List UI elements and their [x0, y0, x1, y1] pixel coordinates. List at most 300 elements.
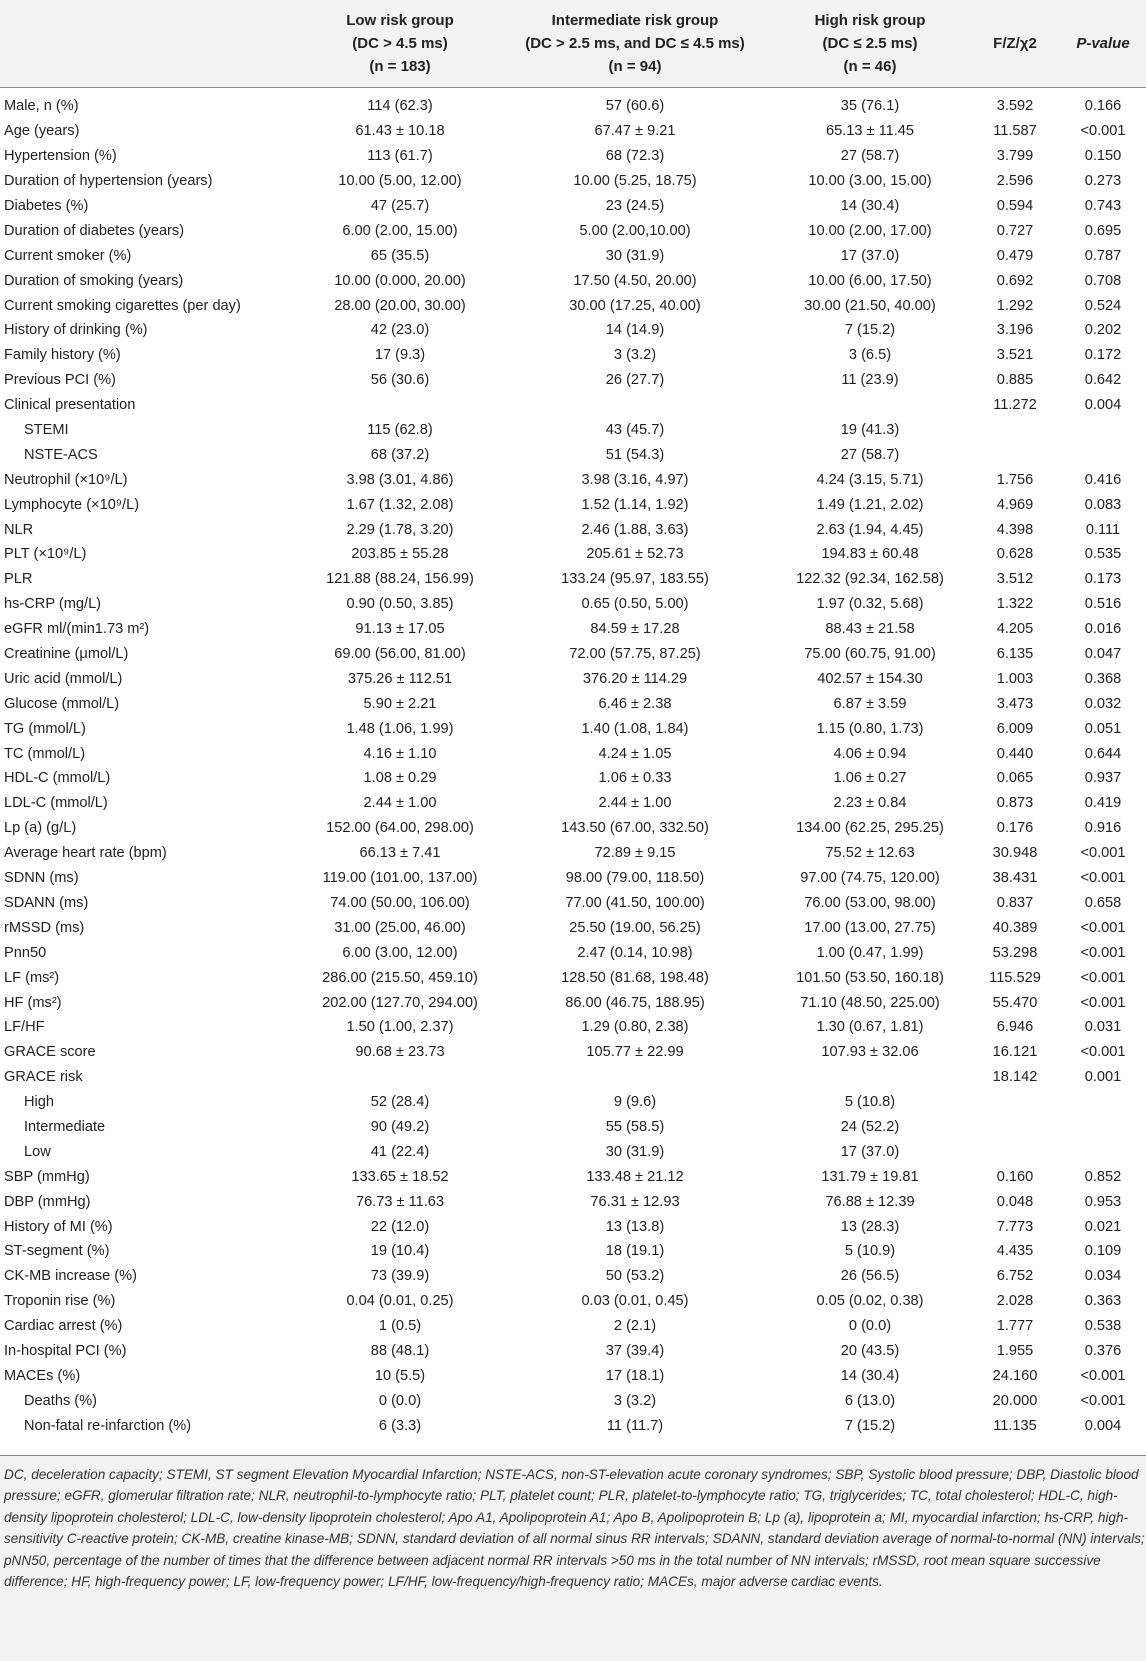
statistic-value: 3.799	[996, 148, 1034, 165]
row-label: Creatinine (μmol/L)	[4, 646, 129, 663]
high-risk-value: 76.00 (53.00, 98.00)	[804, 894, 936, 911]
high-risk-value: 1.00 (0.47, 1.99)	[816, 944, 924, 961]
intermediate-risk-value: 133.24 (95.97, 183.55)	[561, 571, 709, 588]
low-risk-value: 65 (35.5)	[370, 247, 430, 264]
statistic-value: 53.298	[992, 944, 1038, 961]
intermediate-risk-value: 14 (14.9)	[605, 322, 665, 339]
low-risk-value: 5.90 ± 2.21	[363, 695, 437, 712]
statistic-value: 20.000	[992, 1392, 1038, 1409]
table-row	[0, 617, 1146, 642]
statistic-value: 0.692	[996, 272, 1034, 289]
low-risk-value: 0 (0.0)	[378, 1392, 422, 1409]
row-label: Average heart rate (bpm)	[4, 845, 167, 862]
low-risk-value: 90 (49.2)	[370, 1118, 430, 1135]
high-risk-value: 65.13 ± 11.45	[825, 123, 915, 140]
row-label: In-hospital PCI (%)	[4, 1342, 127, 1359]
row-label: Low	[24, 1143, 51, 1160]
intermediate-risk-value: 205.61 ± 52.73	[586, 546, 684, 563]
table-row	[0, 517, 1146, 542]
table-row	[0, 965, 1146, 990]
low-risk-value: 286.00 (215.50, 459.10)	[322, 969, 478, 986]
high-risk-value: 131.79 ± 19.81	[821, 1168, 919, 1185]
table-row	[0, 915, 1146, 940]
statistic-value: 115.529	[989, 969, 1041, 986]
table-row	[0, 1090, 1146, 1115]
statistic-value: 11.587	[993, 123, 1037, 140]
statistic-value: 11.272	[993, 397, 1037, 414]
low-risk-value: 91.13 ± 17.05	[355, 621, 445, 638]
table-row	[0, 1189, 1146, 1214]
header-high-risk	[770, 0, 970, 88]
high-risk-value: 4.24 (3.15, 5.71)	[816, 471, 924, 488]
table-row	[0, 467, 1146, 492]
table-row	[0, 741, 1146, 766]
statistic-value: 6.752	[996, 1268, 1034, 1285]
table-row	[0, 1289, 1146, 1314]
statistic-value: 0.065	[996, 770, 1034, 787]
intermediate-risk-value: 1.29 (0.80, 2.38)	[581, 1019, 689, 1036]
table-row	[0, 841, 1146, 866]
table-row	[0, 144, 1146, 169]
high-risk-value: 1.49 (1.21, 2.02)	[816, 496, 924, 513]
p-value: 0.051	[1084, 720, 1122, 737]
statistic-value	[970, 418, 1060, 443]
low-risk-value: 119.00 (101.00, 137.00)	[322, 870, 478, 887]
statistic-value: 0.048	[996, 1193, 1034, 1210]
table-row	[0, 1214, 1146, 1239]
low-risk-value: 152.00 (64.00, 298.00)	[326, 820, 474, 837]
intermediate-risk-value: 13 (13.8)	[605, 1218, 665, 1235]
row-label: Troponin rise (%)	[4, 1293, 116, 1310]
p-value: 0.047	[1084, 646, 1122, 663]
low-risk-value: 68 (37.2)	[370, 446, 430, 463]
statistic-value: 16.121	[992, 1044, 1038, 1061]
low-risk-value: 4.16 ± 1.10	[363, 745, 437, 762]
table-row	[0, 169, 1146, 194]
low-risk-value: 66.13 ± 7.41	[359, 845, 441, 862]
row-label: hs-CRP (mg/L)	[4, 596, 102, 613]
statistic-value: 0.594	[996, 198, 1034, 214]
statistic-value: 11.135	[993, 1417, 1037, 1434]
p-value	[1060, 1090, 1146, 1115]
high-risk-value: 17 (37.0)	[840, 247, 900, 264]
p-value: <0.001	[1080, 870, 1126, 887]
p-value: 0.368	[1084, 670, 1122, 687]
p-value: 0.004	[1084, 1417, 1122, 1434]
header-high-criteria: (DC ≤ 2.5 ms)	[822, 35, 918, 52]
intermediate-risk-value: 25.50 (19.00, 56.25)	[569, 919, 701, 936]
intermediate-risk-value: 30 (31.9)	[605, 247, 665, 264]
low-risk-value: 88 (48.1)	[370, 1342, 430, 1359]
table-row	[0, 1339, 1146, 1364]
high-risk-value: 10.00 (2.00, 17.00)	[808, 222, 932, 239]
row-label: Hypertension (%)	[4, 148, 117, 165]
header-statistic: F/Z/χ2	[993, 35, 1037, 52]
statistic-value: 38.431	[992, 870, 1038, 887]
high-risk-value: 30.00 (21.50, 40.00)	[804, 297, 936, 314]
header-low-n: (n = 183)	[369, 58, 431, 75]
low-risk-value: 113 (61.7)	[367, 148, 433, 165]
p-value: 0.419	[1084, 795, 1122, 812]
table-row	[0, 816, 1146, 841]
row-label: TG (mmol/L)	[4, 720, 86, 737]
header-low-title: Low risk group	[346, 12, 454, 29]
low-risk-value: 115 (62.8)	[367, 422, 433, 439]
row-label: SDNN (ms)	[4, 870, 79, 887]
intermediate-risk-value: 57 (60.6)	[605, 98, 665, 115]
high-risk-value: 35 (76.1)	[840, 98, 900, 115]
row-label: Family history (%)	[4, 347, 121, 364]
low-risk-value: 10.00 (0.000, 20.00)	[334, 272, 466, 289]
statistic-value: 1.003	[996, 670, 1034, 687]
intermediate-risk-value: 376.20 ± 114.29	[582, 670, 688, 687]
statistic-value: 7.773	[996, 1218, 1034, 1235]
intermediate-risk-value: 50 (53.2)	[605, 1268, 665, 1285]
high-risk-value	[770, 1065, 970, 1090]
p-value: 0.852	[1084, 1168, 1122, 1185]
row-label: rMSSD (ms)	[4, 919, 85, 936]
p-value: 0.273	[1084, 173, 1122, 190]
high-risk-value: 2.63 (1.94, 4.45)	[816, 521, 924, 538]
low-risk-value: 203.85 ± 55.28	[351, 546, 449, 563]
p-value: <0.001	[1080, 1392, 1126, 1409]
intermediate-risk-value: 17.50 (4.50, 20.00)	[573, 272, 697, 289]
table-row	[0, 1115, 1146, 1140]
header-low-risk	[300, 0, 500, 88]
low-risk-value: 6.00 (3.00, 12.00)	[342, 944, 458, 961]
table-row	[0, 243, 1146, 268]
high-risk-value: 20 (43.5)	[840, 1342, 900, 1359]
p-value: 0.416	[1084, 471, 1122, 488]
high-risk-value: 107.93 ± 32.06	[821, 1044, 919, 1061]
table-row	[0, 990, 1146, 1015]
table-row	[0, 293, 1146, 318]
row-label: LF/HF	[4, 1019, 45, 1036]
table-row	[0, 393, 1146, 418]
low-risk-value: 6.00 (2.00, 15.00)	[342, 222, 458, 239]
high-risk-value: 2.23 ± 0.84	[833, 795, 907, 812]
table-row	[0, 492, 1146, 517]
statistic-value: 2.596	[996, 173, 1034, 190]
p-value	[1060, 1115, 1146, 1140]
p-value: 0.743	[1084, 198, 1122, 214]
high-risk-value: 3 (6.5)	[848, 347, 892, 364]
statistic-value: 0.440	[996, 745, 1034, 762]
row-label: PLR	[4, 571, 33, 588]
p-value: 0.658	[1084, 894, 1122, 911]
statistic-value: 3.473	[996, 695, 1034, 712]
intermediate-risk-value: 30 (31.9)	[605, 1143, 665, 1160]
row-label: Current smoker (%)	[4, 247, 132, 264]
table-row	[0, 691, 1146, 716]
row-label: PLT (×10⁹/L)	[4, 546, 87, 563]
row-label: Male, n (%)	[4, 98, 79, 115]
table-row	[0, 716, 1146, 741]
header-high-n: (n = 46)	[843, 58, 897, 75]
table-row	[0, 368, 1146, 393]
p-value: <0.001	[1080, 845, 1126, 862]
high-risk-value: 134.00 (62.25, 295.25)	[796, 820, 944, 837]
high-risk-value: 1.15 (0.80, 1.73)	[816, 720, 924, 737]
row-label: Lp (a) (g/L)	[4, 820, 77, 837]
low-risk-value: 10 (5.5)	[374, 1367, 426, 1384]
p-value: 0.150	[1084, 148, 1122, 165]
p-value: 0.083	[1084, 496, 1122, 513]
header-intermediate-title: Intermediate risk group	[551, 12, 719, 29]
p-value: 0.173	[1084, 571, 1122, 588]
header-high-title: High risk group	[814, 12, 926, 29]
high-risk-value: 4.06 ± 0.94	[833, 745, 907, 762]
p-value: <0.001	[1080, 1367, 1126, 1384]
row-label: Lymphocyte (×10⁹/L)	[4, 496, 140, 513]
high-risk-value: 17.00 (13.00, 27.75)	[804, 919, 936, 936]
statistic-value: 1.756	[996, 471, 1034, 488]
statistic-value: 4.969	[996, 496, 1034, 513]
table-row	[0, 766, 1146, 791]
p-value: <0.001	[1080, 919, 1126, 936]
table-row	[0, 1139, 1146, 1164]
row-label: LF (ms²)	[4, 969, 60, 986]
statistic-value: 6.946	[996, 1019, 1034, 1036]
statistic-value: 0.160	[996, 1168, 1034, 1185]
p-value: <0.001	[1080, 994, 1126, 1011]
intermediate-risk-value: 72.89 ± 9.15	[594, 845, 676, 862]
row-label: Intermediate	[24, 1118, 106, 1135]
table-row	[0, 1314, 1146, 1339]
statistic-value: 1.322	[996, 596, 1034, 613]
p-value: 0.004	[1084, 397, 1122, 414]
low-risk-value: 69.00 (56.00, 81.00)	[334, 646, 466, 663]
intermediate-risk-value: 0.03 (0.01, 0.45)	[581, 1293, 689, 1310]
statistic-value: 1.777	[996, 1318, 1034, 1335]
intermediate-risk-value: 68 (72.3)	[605, 148, 665, 165]
table-row	[0, 1264, 1146, 1289]
p-value: <0.001	[1080, 944, 1126, 961]
table-row	[0, 567, 1146, 592]
high-risk-value: 0.05 (0.02, 0.38)	[816, 1293, 924, 1310]
p-value: 0.953	[1084, 1193, 1122, 1210]
table-row	[0, 542, 1146, 567]
table-row	[0, 866, 1146, 891]
p-value: 0.708	[1084, 272, 1122, 289]
high-risk-value: 1.06 ± 0.27	[833, 770, 907, 787]
table-row	[0, 194, 1146, 219]
table-row	[0, 1413, 1146, 1438]
table-header	[0, 0, 1146, 88]
high-risk-value: 6.87 ± 3.59	[833, 695, 907, 712]
low-risk-value: 6 (3.3)	[378, 1417, 422, 1434]
p-value: 0.202	[1084, 322, 1122, 339]
row-label: STEMI	[24, 422, 69, 439]
table-row	[0, 318, 1146, 343]
high-risk-value: 7 (15.2)	[844, 322, 896, 339]
row-label: ST-segment (%)	[4, 1243, 110, 1260]
table-row	[0, 791, 1146, 816]
intermediate-risk-value: 2.47 (0.14, 10.98)	[577, 944, 693, 961]
header-low-criteria: (DC > 4.5 ms)	[352, 35, 448, 52]
row-label: DBP (mmHg)	[4, 1193, 91, 1210]
p-value: 0.787	[1084, 247, 1122, 264]
row-label: History of MI (%)	[4, 1218, 113, 1235]
p-value: 0.535	[1084, 546, 1122, 563]
intermediate-risk-value: 105.77 ± 22.99	[586, 1044, 684, 1061]
table-body	[0, 88, 1146, 1438]
statistic-value	[970, 1115, 1060, 1140]
p-value	[1060, 418, 1146, 443]
intermediate-risk-value: 10.00 (5.25, 18.75)	[573, 173, 697, 190]
statistic-value: 3.512	[996, 571, 1034, 588]
high-risk-value: 6 (13.0)	[844, 1392, 896, 1409]
table-row	[0, 891, 1146, 916]
statistic-value: 0.727	[996, 222, 1034, 239]
p-value	[1060, 442, 1146, 467]
row-label: eGFR ml/(min1.73 m²)	[4, 621, 150, 638]
high-risk-value: 24 (52.2)	[840, 1118, 900, 1135]
low-risk-value: 31.00 (25.00, 46.00)	[334, 919, 466, 936]
high-risk-value: 5 (10.8)	[844, 1094, 896, 1111]
high-risk-value: 27 (58.7)	[840, 446, 900, 463]
p-value: 0.916	[1084, 820, 1122, 837]
row-label: SDANN (ms)	[4, 894, 89, 911]
table-row	[0, 268, 1146, 293]
intermediate-risk-value: 4.24 ± 1.05	[598, 745, 672, 762]
low-risk-value: 42 (23.0)	[370, 322, 430, 339]
row-label: HF (ms²)	[4, 994, 62, 1011]
p-value: 0.644	[1084, 745, 1122, 762]
row-label: Current smoking cigarettes (per day)	[4, 297, 241, 314]
high-risk-value: 5 (10.9)	[844, 1243, 896, 1260]
low-risk-value: 17 (9.3)	[374, 347, 426, 364]
table-row	[0, 666, 1146, 691]
high-risk-value	[770, 393, 970, 418]
table-row	[0, 1363, 1146, 1388]
high-risk-value: 101.50 (53.50, 160.18)	[796, 969, 944, 986]
intermediate-risk-value: 86.00 (46.75, 188.95)	[565, 994, 705, 1011]
row-label: Cardiac arrest (%)	[4, 1318, 123, 1335]
row-label: Diabetes (%)	[4, 198, 89, 214]
statistic-value: 3.592	[996, 98, 1034, 115]
low-risk-value: 52 (28.4)	[370, 1094, 430, 1111]
low-risk-value: 61.43 ± 10.18	[355, 123, 445, 140]
intermediate-risk-value: 5.00 (2.00,10.00)	[579, 222, 691, 239]
intermediate-risk-value: 1.52 (1.14, 1.92)	[581, 496, 689, 513]
row-label: Pnn50	[4, 944, 47, 961]
low-risk-value: 202.00 (127.70, 294.00)	[322, 994, 478, 1011]
high-risk-value: 1.30 (0.67, 1.81)	[816, 1019, 924, 1036]
high-risk-value: 71.10 (48.50, 225.00)	[800, 994, 940, 1011]
table-row	[0, 1015, 1146, 1040]
low-risk-value: 1 (0.5)	[378, 1318, 422, 1335]
p-value: 0.538	[1084, 1318, 1122, 1335]
table-row	[0, 1164, 1146, 1189]
low-risk-value: 3.98 (3.01, 4.86)	[346, 471, 454, 488]
high-risk-value: 14 (30.4)	[840, 198, 900, 214]
p-value: 0.516	[1084, 596, 1122, 613]
intermediate-risk-value: 26 (27.7)	[605, 372, 665, 389]
low-risk-value: 76.73 ± 11.63	[355, 1193, 445, 1210]
low-risk-value: 28.00 (20.00, 30.00)	[334, 297, 466, 314]
intermediate-risk-value: 67.47 ± 9.21	[594, 123, 676, 140]
row-label: Uric acid (mmol/L)	[4, 670, 123, 687]
header-intermediate-criteria: (DC > 2.5 ms, and DC ≤ 4.5 ms)	[525, 35, 745, 52]
statistic-value: 18.142	[992, 1069, 1038, 1086]
low-risk-value: 74.00 (50.00, 106.00)	[330, 894, 470, 911]
low-risk-value: 19 (10.4)	[370, 1243, 430, 1260]
low-risk-value: 90.68 ± 23.73	[355, 1044, 445, 1061]
high-risk-value: 10.00 (6.00, 17.50)	[808, 272, 932, 289]
intermediate-risk-value: 18 (19.1)	[605, 1243, 665, 1260]
intermediate-risk-value: 77.00 (41.50, 100.00)	[565, 894, 705, 911]
statistic-value: 40.389	[992, 919, 1038, 936]
low-risk-value	[300, 1065, 500, 1090]
row-label: Previous PCI (%)	[4, 372, 116, 389]
table-row	[0, 1065, 1146, 1090]
row-label: HDL-C (mmol/L)	[4, 770, 111, 787]
statistic-value: 0.176	[996, 820, 1034, 837]
statistic-value	[970, 1139, 1060, 1164]
statistic-value: 30.948	[992, 845, 1038, 862]
intermediate-risk-value: 1.06 ± 0.33	[598, 770, 672, 787]
high-risk-value: 0 (0.0)	[848, 1318, 892, 1335]
row-label: Clinical presentation	[4, 397, 136, 414]
table-row	[0, 940, 1146, 965]
row-label: Neutrophil (×10⁹/L)	[4, 471, 128, 488]
intermediate-risk-value: 43 (45.7)	[605, 422, 665, 439]
intermediate-risk-value: 72.00 (57.75, 87.25)	[569, 646, 701, 663]
row-label: Duration of diabetes (years)	[4, 222, 185, 239]
high-risk-value: 14 (30.4)	[840, 1367, 900, 1384]
statistic-value: 4.398	[996, 521, 1034, 538]
statistic-value: 0.873	[996, 795, 1034, 812]
table-footnote: DC, deceleration capacity; STEMI, ST segment Elevation Myocardial Infarction; NSTE-ACS, non-ST-elevation acute coronary syndromes; SBP, Systolic blood pressure; DBP, Diastolic blood pressure; eGFR, glomerular filtration rate; NLR, neutrophil-to-lymphocyte ratio; PLT, platelet count; PLR, platelet-to-lymphocyte ratio; TG, triglycerides; TC, total cholesterol; HDL-C, high-density lipoprotein cholesterol; LDL-C, low-density lipoprotein cholesterol; Apo A1, Apolipoprotein A1; Apo B, Apolipoprotein B; Lp (a), lipoprotein a; MI, myocardial infarction; hs-CRP, high-sensitivity C-reactive protein; CK-MB, creatine kinase-MB; SDNN, standard deviation of all normal sinus RR intervals; SDANN, standard deviation average of normal-to-normal (NN) intervals; pNN50, percentage of the number of times that the difference between adjacent normal RR intervals >50 ms in the total number of NN intervals; rMSSD, root mean square successive difference; HF, high-frequency power; LF, low-frequency power; LF/HF, low-frequency/high-frequency ratio; MACEs, major adverse cardiac events.	[0, 1455, 1146, 1661]
header-p-value: P-value	[1076, 35, 1130, 52]
intermediate-risk-value: 2 (2.1)	[613, 1318, 657, 1335]
intermediate-risk-value: 76.31 ± 12.93	[590, 1193, 680, 1210]
p-value: 0.001	[1084, 1069, 1122, 1086]
high-risk-value: 75.52 ± 12.63	[825, 845, 915, 862]
p-value	[1060, 1139, 1146, 1164]
row-label: LDL-C (mmol/L)	[4, 795, 108, 812]
intermediate-risk-value: 128.50 (81.68, 198.48)	[561, 969, 709, 986]
p-value: 0.376	[1084, 1342, 1122, 1359]
high-risk-value: 13 (28.3)	[840, 1218, 900, 1235]
intermediate-risk-value: 3 (3.2)	[613, 1392, 657, 1409]
table-row	[0, 1388, 1146, 1413]
high-risk-value: 11 (23.9)	[841, 372, 899, 389]
intermediate-risk-value	[500, 393, 770, 418]
row-label: NLR	[4, 521, 34, 538]
intermediate-risk-value: 133.48 ± 21.12	[586, 1168, 684, 1185]
row-label: MACEs (%)	[4, 1367, 81, 1384]
intermediate-risk-value: 143.50 (67.00, 332.50)	[561, 820, 709, 837]
row-label: Duration of hypertension (years)	[4, 173, 213, 190]
row-label: SBP (mmHg)	[4, 1168, 90, 1185]
high-risk-value: 27 (58.7)	[840, 148, 900, 165]
low-risk-value: 375.26 ± 112.51	[347, 670, 453, 687]
row-label: CK-MB increase (%)	[4, 1268, 137, 1285]
row-label: High	[24, 1094, 55, 1111]
high-risk-value: 402.57 ± 154.30	[817, 670, 923, 687]
p-value: <0.001	[1080, 123, 1126, 140]
table-row	[0, 1239, 1146, 1264]
table-row	[0, 442, 1146, 467]
intermediate-risk-value: 84.59 ± 17.28	[590, 621, 680, 638]
statistic-value: 0.479	[996, 247, 1034, 264]
p-value: 0.109	[1084, 1243, 1122, 1260]
statistic-value: 6.135	[996, 646, 1034, 663]
p-value: 0.363	[1084, 1293, 1122, 1310]
statistic-value	[970, 442, 1060, 467]
